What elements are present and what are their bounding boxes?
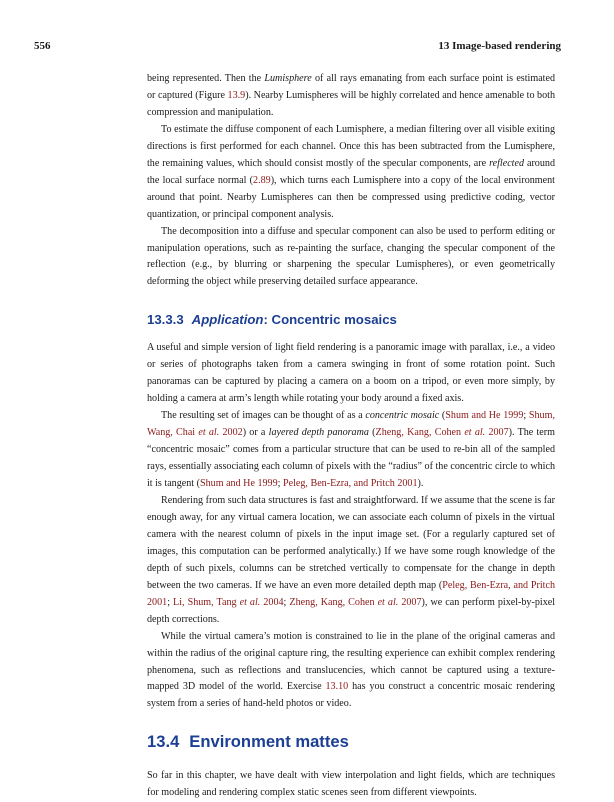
exercise-link[interactable]: 13.10 bbox=[325, 681, 349, 693]
citation-link[interactable]: Shum and He 1999 bbox=[445, 410, 524, 422]
page-number: 556 bbox=[34, 40, 51, 52]
citation-link[interactable]: Peleg, Ben-Ezra, and Pritch 2001 bbox=[282, 478, 418, 490]
paragraph: Rendering from such data structures is fast and straightforward. If we assume that the scene is far enough away, for any virtual camera location, we can associate each column of pixels in the virtual camera with the nearest column of pixels in the input image set. (For a regularly captured set of images, this computation can be performed analytically.) If we have some rough knowledge of the depth of such pixels, columns can be stretched vertically to compensate for the change in depth between the two cameras. If we have an even more detailed depth map (Peleg, Ben-Ezra, and Pritch 2001; Li, Shum, Tang et al. 2004; Zheng, Kang, Cohen et al. 2007), we can perform pixel-by-pixel depth corrections. bbox=[147, 494, 556, 625]
paragraph: The resulting set of images can be thought of as a concentric mosaic (Shum and He 1999; Shum, Wang, Chai et al. 2002) or a layered depth panorama (Zheng, Kang, Cohen et al. 2007). The term “concentric mosaic” comes from a particular structure that can be used to re-bin all of the sampled rays, essentially associating each column of pixels with the “radius” of the concentric circle to which it is tangent (Shum and He 1999; Peleg, Ben-Ezra, and Pritch 2001). bbox=[147, 410, 556, 490]
paragraph: being represented. Then the Lumisphere of all rays emanating from each surface point is estimated or captured (Figure 13.9). Nearby Lumispheres will be highly correlated and hence amenable to both compression and manipulation. bbox=[147, 73, 556, 118]
paragraph: The decomposition into a diffuse and specular component can also be used to perform editing or manipulation operations, such as re-painting the surface, changing the specular component of the reflection (e.g., by blurring or sharpening the specular Lumispheres), or even geometrically deforming the object while preserving detailed surface appearance. bbox=[147, 225, 555, 288]
running-header bbox=[34, 40, 561, 52]
equation-link[interactable]: 2.89 bbox=[253, 174, 271, 186]
citation-link[interactable]: Zheng, Kang, Cohen et al. 2007 bbox=[289, 596, 422, 608]
paragraph: So far in this chapter, we have dealt with view interpolation and light fields, which are techniques for modeling and rendering complex static scenes seen from different viewpoints. bbox=[147, 770, 555, 799]
running-title: 13 Image-based rendering bbox=[438, 40, 561, 52]
figure-link[interactable]: 13.9 bbox=[227, 89, 246, 101]
section-number: 13.3.3 bbox=[147, 312, 184, 328]
paragraph: While the virtual camera’s motion is constrained to lie in the plane of the original cameras and within the radius of the original capture ring, the resulting experience can exhibit complex rendering phenomena, such as reflections and translucencies, which cannot be captured using a texture-mapped 3D model of the world. Exercise 13.10 has you construct a concentric mosaic rendering system from a series of hand-held photos or video. bbox=[147, 630, 555, 710]
section-heading: 13.3.3 Application: Concentric mosaics bbox=[147, 312, 397, 328]
citation-link[interactable]: Zheng, Kang, Cohen et al. 2007 bbox=[375, 427, 509, 439]
citation-link[interactable]: Shum and He 1999 bbox=[199, 478, 278, 490]
paragraph: To estimate the diffuse component of each Lumisphere, a median filtering over all visible exiting directions is first performed for each channel. Once this has been subtracted from the Lumisphere, the remaining values, which should consist mostly of the specular components, are reflected around the local surface normal (2.89), which turns each Lumisphere into a copy of the local environment around that point. Nearby Lumispheres can then be compressed using predictive coding, vector quantization, or principal component analysis. bbox=[147, 123, 555, 220]
section-heading: 13.4 Environment mattes bbox=[147, 732, 349, 752]
paragraph: A useful and simple version of light field rendering is a panoramic image with parallax, i.e., a video or series of photographs taken from a camera swinging in front of some rotation point. Such panoramas can be captured by placing a camera on a boom on a tripod, or even more simply, by holding a camera at arm’s length while rotating your body around a fixed axis. bbox=[147, 342, 555, 405]
citation-link[interactable]: Shum, Wang, Chai et al. 2002 bbox=[147, 410, 555, 439]
text-body bbox=[147, 71, 555, 802]
citation-link[interactable]: Peleg, Ben-Ezra, and Pritch 2001 bbox=[147, 579, 555, 608]
section-number: 13.4 bbox=[147, 732, 180, 752]
citation-link[interactable]: Li, Shum, Tang et al. 2004 bbox=[173, 596, 284, 608]
